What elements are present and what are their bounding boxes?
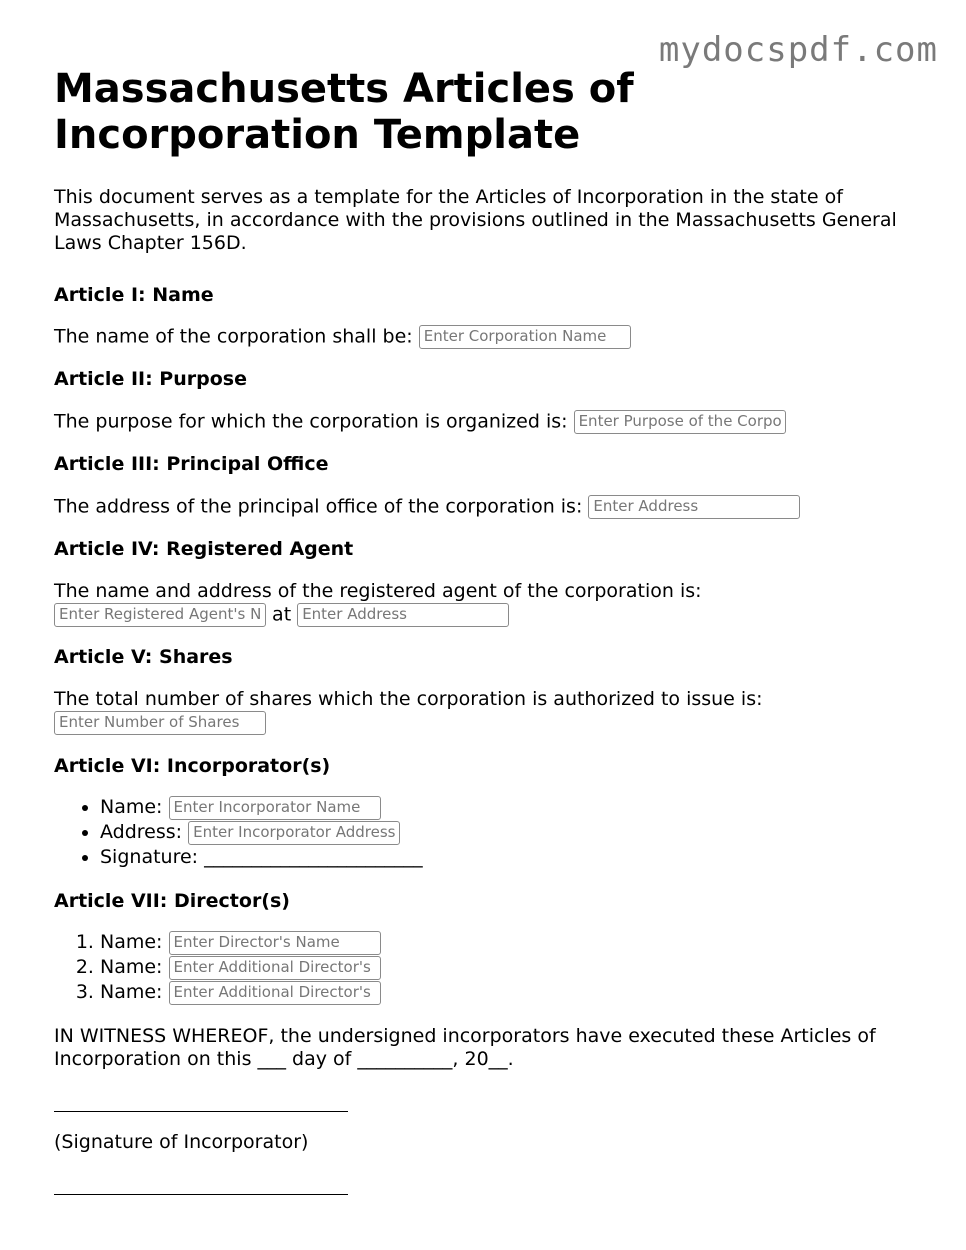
list-item <box>100 795 934 820</box>
article-4-heading: Article IV: Registered Agent <box>54 538 354 560</box>
signature-caption: (Signature of Incorporator) <box>54 1131 309 1153</box>
article-2-text <box>54 410 934 434</box>
incorporator-name-label: Name: <box>100 796 163 818</box>
article-3-label: The address of the principal office of the corporation is: <box>54 495 583 518</box>
director-2-input[interactable]: Enter Additional Director's <box>169 956 381 980</box>
article-3-heading: Article III: Principal Office <box>54 453 329 475</box>
article-3-text <box>54 495 934 519</box>
signature-line <box>54 1194 348 1195</box>
incorporator-list <box>54 795 934 870</box>
shares-input[interactable]: Enter Number of Shares <box>54 711 266 735</box>
director-name-label: Name: <box>100 931 163 953</box>
agent-name-input[interactable]: Enter Registered Agent's N <box>54 603 266 627</box>
witness-paragraph: IN WITNESS WHEREOF, the undersigned incorporators have executed these Articles of Incorporation on this ___ day of __________, 20__. <box>54 1025 876 1070</box>
director-name-label: Name: <box>100 956 163 978</box>
incorporator-signature-line: Signature: _______________________ <box>100 846 423 868</box>
article-5-heading: Article V: Shares <box>54 646 233 668</box>
article-7-heading: Article VII: Director(s) <box>54 890 290 912</box>
article-4-fields <box>54 603 934 627</box>
director-3-input[interactable]: Enter Additional Director's <box>169 981 381 1005</box>
incorporator-name-input[interactable]: Enter Incorporator Name <box>169 796 381 820</box>
list-item <box>100 955 934 980</box>
article-1-text <box>54 325 934 349</box>
signature-line <box>54 1111 348 1112</box>
article-2-label: The purpose for which the corporation is organized is: <box>54 410 568 433</box>
purpose-input[interactable]: Enter Purpose of the Corpo <box>574 410 786 434</box>
intro-paragraph: This document serves as a template for the Articles of Incorporation in the state of Massachusetts, in accordance with the provisions outlined in the Massachusetts General Laws Chapter 156D. <box>54 186 897 254</box>
article-6-heading: Article VI: Incorporator(s) <box>54 755 331 777</box>
article-2-heading: Article II: Purpose <box>54 368 247 390</box>
incorporator-address-input[interactable]: Enter Incorporator Address <box>188 821 400 845</box>
page-title: Massachusetts Articles of Incorporation Template <box>54 66 634 158</box>
article-1-heading: Article I: Name <box>54 284 214 306</box>
article-5-fields <box>54 711 934 735</box>
agent-address-input[interactable]: Enter Address <box>297 603 509 627</box>
director-1-input[interactable]: Enter Director's Name <box>169 931 381 955</box>
list-item <box>100 820 934 845</box>
article-1-label: The name of the corporation shall be: <box>54 325 413 348</box>
article-4-text: The name and address of the registered agent of the corporation is: <box>54 580 702 602</box>
list-item <box>100 845 934 870</box>
principal-address-input[interactable]: Enter Address <box>588 495 800 519</box>
watermark: mydocspdf.com <box>658 30 938 70</box>
corporation-name-input[interactable]: Enter Corporation Name <box>419 325 631 349</box>
document-page <box>54 66 934 1195</box>
director-name-label: Name: <box>100 981 163 1003</box>
list-item <box>100 930 934 955</box>
article-5-text: The total number of shares which the corporation is authorized to issue is: <box>54 688 763 710</box>
list-item <box>100 980 934 1005</box>
agent-connector: at <box>272 603 292 626</box>
director-list <box>54 930 934 1005</box>
incorporator-address-label: Address: <box>100 821 183 843</box>
